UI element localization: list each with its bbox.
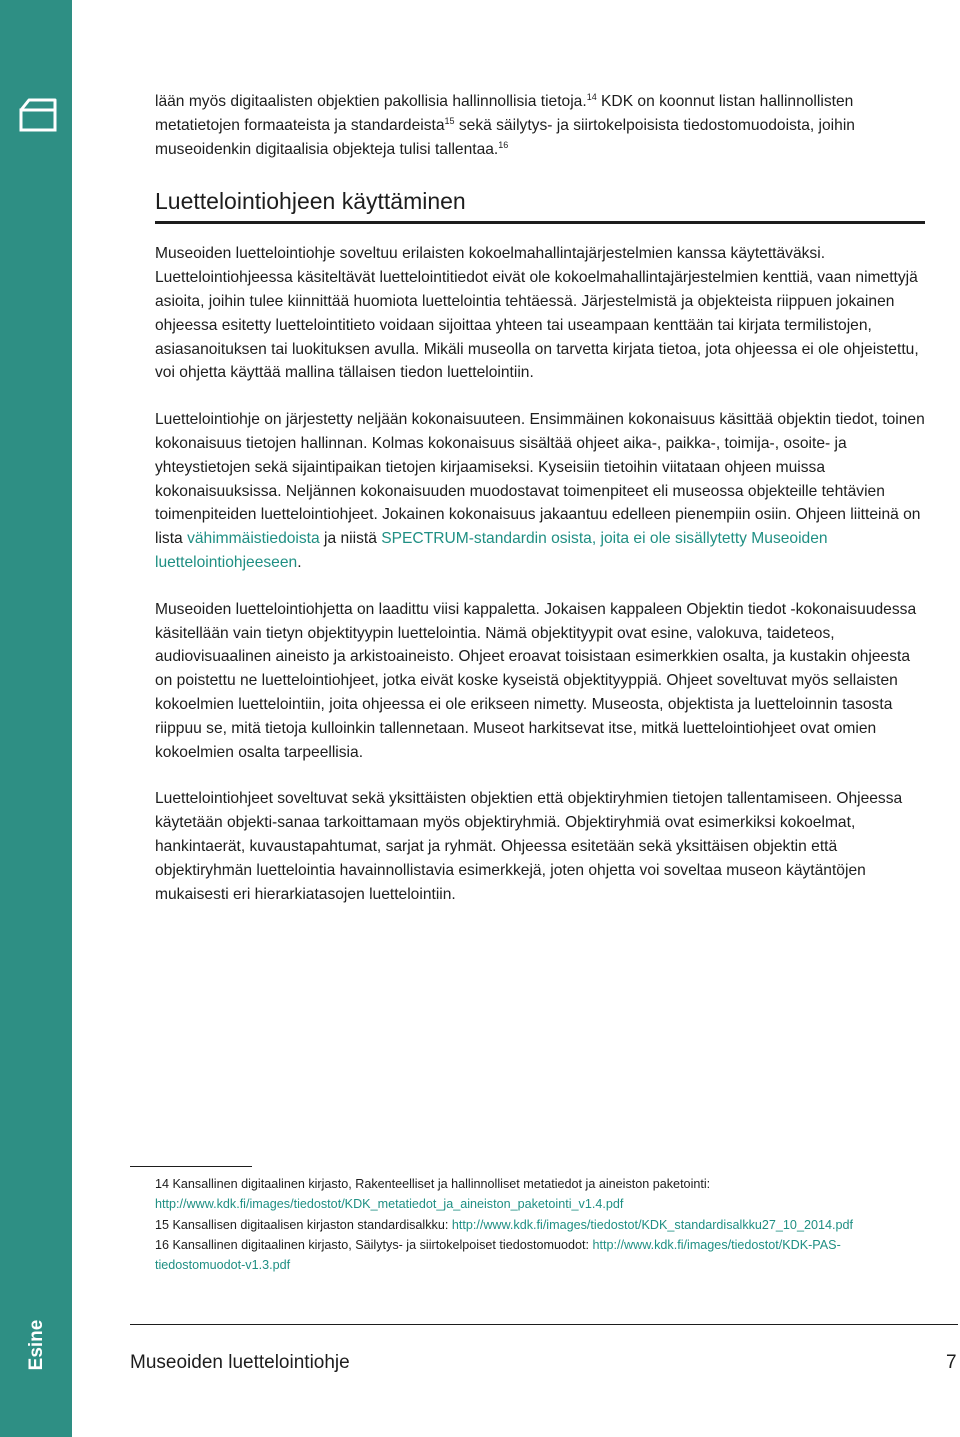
paragraph-2-text-2: ja niistä xyxy=(319,530,382,548)
main-content xyxy=(155,90,925,906)
footnote-16-link[interactable]: http://www.kdk.fi/images/tiedostot/KDK-PAS-tiedostomuodot-v1.3.pdf xyxy=(155,1237,841,1273)
footnote-14-link[interactable]: http://www.kdk.fi/images/tiedostot/KDK_metatiedot_ja_aineiston_paketointi_v1.4.pdf xyxy=(155,1197,624,1212)
footnote-16 xyxy=(155,1235,875,1276)
page-number: 7 xyxy=(946,1352,957,1373)
paragraph-2 xyxy=(155,408,925,575)
footnote-divider xyxy=(130,1166,252,1167)
paragraph-2-text-1: Luettelointiohje on järjestetty neljään kokonaisuuteen. Ensimmäinen kokonaisuus käsittää objektin tiedot, toinen kokonaisuus tietojen hallinnan. Kolmas kokonaisuus sisältää ohjeet aika-, paikka-, toimija-, osoite- ja yhteystietojen sekä sijaintipaikan tietojen kirjaamiseksi. Kyseisiin tietoihin viitataan ohjeen muissa kokonaisuuksissa. Neljännen kokonaisuuden muodostavat toimenpiteet eli museossa objekteille tehtävien toimenpiteiden luettelointiohjeet. Jokainen kokonaisuus jakaantuu edelleen pienempiin osiin. Ohjeen liitteinä on lista xyxy=(155,411,925,548)
footnote-14-text: 14 Kansallinen digitaalinen kirjasto, Rakenteelliset ja hallinnolliset metatiedot ja aineiston paketointi: xyxy=(155,1177,711,1191)
intro-text-2: KDK on koonnut listan hallinnollisten metatietojen formaateista ja standardeista xyxy=(155,93,854,134)
footnote-15 xyxy=(155,1215,875,1235)
footnote-16-text: 16 Kansallinen digitaalinen kirjasto, Säilytys- ja siirtokelpoiset tiedostomuodot: xyxy=(155,1237,593,1252)
section-heading: Luettelointiohjeen käyttäminen xyxy=(155,186,925,224)
footer-divider xyxy=(130,1324,958,1325)
link-spectrum-standard[interactable]: SPECTRUM-standardin osista, joita ei ole sisällytetty Museoiden luettelointiohjeeseen xyxy=(155,530,828,571)
footnote-ref-15: 15 xyxy=(444,115,455,126)
paragraph-4: Luettelointiohjeet soveltuvat sekä yksittäisten objektien että objektiryhmien tietojen tallentamiseen. Ohjeessa käytetään objekti-sanaa tarkoittamaan myös objektiryhmiä. Objektiryhmiä ovat esimerkiksi kokoelmat, hankintaerät, kuvaustapahtumat, sarjat ja ryhmät. Ohjeessa esitetään sekä yksittäisen objektin että objektiryhmän luettelointia havainnollistavia esimerkkejä, joten ohjetta voi soveltaa museon käytäntöjen mukaisesti eri hierarkiatasojen luettelointiin. xyxy=(155,790,903,903)
footnote-15-text: 15 Kansallisen digitaalisen kirjaston standardisalkku: xyxy=(155,1217,452,1232)
intro-text-1: lään myös digitaalisten objektien pakollisia hallinnollisia tietoja. xyxy=(155,93,587,110)
footnote-15-link[interactable]: http://www.kdk.fi/images/tiedostot/KDK_standardisalkku27_10_2014.pdf xyxy=(451,1217,853,1232)
sidebar xyxy=(0,0,72,1437)
section-label: Esine xyxy=(26,1319,47,1371)
box-icon xyxy=(18,97,58,133)
paragraph-3: Museoiden luettelointiohjetta on laadittu viisi kappaletta. Jokaisen kappaleen Objektin tiedot -kokonaisuudessa käsitellään vain tietyn objektityypin luettelointia. Nämä objektityypit ovat esine, valokuva, taideteos, audiovisuaalinen aineisto ja arkistoaineisto. Ohjeet eroavat toisistaan esimerkkien osalta, ja kustakin ohjeesta on poistettu ne luettelointiohjeet, jotka eivät koske kyseistä objektityyppiä. Ohjeet soveltuvat myös sellaisten kokoelmien luettelointiin, joita ohjeessa ei ole erikseen nimetty. Museosta, objektista ja luetteloinnin tasosta riippuu se, mitä tietoja kulloinkin tallennetaan. Museot harkitsevat itse, mitkä luettelointiohjeet ovat omien kokoelmien osalta tarpeellisia. xyxy=(155,600,917,761)
paragraph-2-text-3: . xyxy=(297,553,302,571)
paragraph-1: Museoiden luettelointiohje soveltuu erilaisten kokoelmahallintajärjestelmien kanssa käytettäväksi. Luettelointiohjeessa käsiteltävät luettelointitiedot eivät ole kokoelmahallintajärjestelmien kenttiä, vaan nimettyjä asioita, joihin tulee kiinnittää huomiota luettelointia tehtäessä. Järjestelmistä ja objekteista riippuen jokainen ohjeessa esitetty luettelointitieto voidaan sijoittaa yhteen tai useampaan kenttään tai kirjata termilistojen, asiasanoituksen tai luokituksen avulla. Mikäli museolla on tarvetta kirjata tietoa, jota ohjeessa ei ole ohjeistettu, voi ohjetta käyttää mallina tällaisen tiedon luettelointiin. xyxy=(155,245,919,382)
intro-paragraph xyxy=(155,90,925,161)
footnote-14 xyxy=(155,1174,875,1215)
intro-text-3: sekä säilytys- ja siirtokelpoisista tiedostomuodoista, joihin museoidenkin digitaalisia objekteja tulisi tallentaa. xyxy=(155,116,855,158)
footnote-ref-14: 14 xyxy=(586,92,597,102)
footnote-ref-16: 16 xyxy=(498,139,509,150)
footer-title: Museoiden luettelointiohje xyxy=(130,1352,350,1373)
footnotes xyxy=(155,1174,875,1275)
link-vahimmaistiedot[interactable]: vähimmäistiedoista xyxy=(187,530,320,548)
